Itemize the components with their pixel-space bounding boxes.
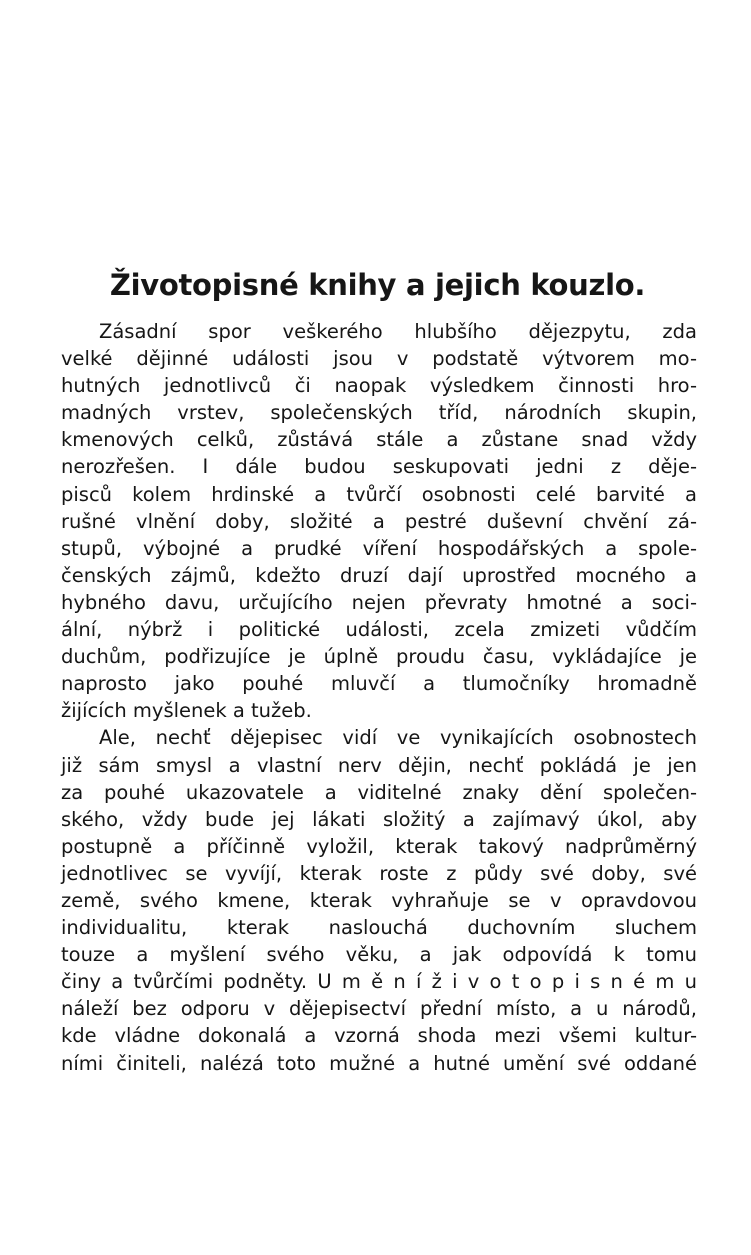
chapter-title: Životopisné knihy a jejich kouzlo.	[109, 268, 646, 302]
text-line: naprosto jako pouhé mluvčí a tlumočníky hromadně	[61, 672, 697, 696]
text-line: Zásadní spor veškerého hlubšího dějezpytu, zda	[99, 320, 697, 343]
text-line: hutných jednotlivců či naopak výsledkem činnosti hro-	[61, 374, 697, 398]
text-line: činy a tvůrčími podněty. U m ě n í ž i v o t o p i s n é m u	[61, 970, 697, 994]
text-line: náleží bez odporu v dějepisectví přední místo, a u národů,	[61, 997, 697, 1021]
body-text	[61, 318, 697, 1077]
text-line: velké dějinné události jsou v podstatě výtvorem mo-	[61, 347, 697, 371]
text-line: za pouhé ukazovatele a viditelné znaky dění společen-	[61, 780, 697, 804]
text-line: žijících myšlenek a tužeb.	[61, 699, 312, 723]
text-line: Ale, nechť dějepisec vidí ve vynikajících osobnostech	[99, 726, 697, 750]
text-line: jednotlivec se vyvíjí, kterak roste z půdy své doby, své	[61, 861, 697, 885]
text-line: ními činiteli, nalézá toto mužné a hutné umění své oddané	[61, 1051, 697, 1075]
text-line: již sám smysl a vlastní nerv dějin, nechť pokládá je jen	[61, 753, 697, 777]
text-line: individualitu, kterak naslouchá duchovním sluchem	[61, 916, 697, 940]
text-line: země, svého kmene, kterak vyhraňuje se v opravdovou	[61, 888, 697, 912]
text-line: touze a myšlení svého věku, a jak odpovídá k tomu	[61, 943, 697, 967]
text-line: postupně a příčinně vyložil, kterak takový nadprůměrný	[61, 834, 697, 858]
text-line: rušné vlnění doby, složité a pestré duševní chvění zá-	[61, 509, 697, 533]
text-line: ského, vždy bude jej lákati složitý a zajímavý úkol, aby	[61, 807, 697, 831]
text-line: pisců kolem hrdinské a tvůrčí osobnosti celé barvité a	[61, 482, 697, 506]
text-line: stupů, výbojné a prudké víření hospodářských a spole-	[61, 536, 697, 560]
text-line: duchům, podřizujíce je úplně proudu času, vykládajíce je	[61, 645, 697, 669]
text-line: čenských zájmů, kdežto druzí dají uprostřed mocného a	[61, 563, 697, 587]
text-line: kmenových celků, zůstává stále a zůstane snad vždy	[61, 428, 697, 452]
text-line: hybného davu, určujícího nejen převraty hmotné a soci-	[61, 590, 697, 614]
text-line: ální, nýbrž i politické události, zcela zmizeti vůdčím	[61, 618, 697, 642]
text-line: nerozřešen. I dále budou seskupovati jedni z děje-	[61, 455, 697, 479]
text-line: madných vrstev, společenských tříd, národních skupin,	[61, 401, 697, 425]
text-line: kde vládne dokonalá a vzorná shoda mezi všemi kultur-	[61, 1024, 697, 1048]
